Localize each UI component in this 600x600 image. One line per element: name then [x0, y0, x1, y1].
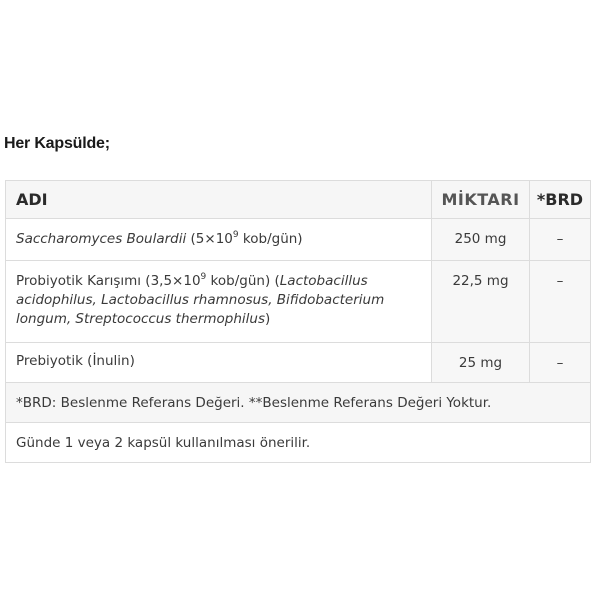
ingredient-name-text: kob/gün): [238, 231, 303, 247]
ingredient-brd: –: [530, 261, 591, 343]
ingredient-name: [6, 261, 432, 343]
ingredient-name: Prebiyotik (İnulin): [6, 343, 432, 383]
section-heading: Her Kapsülde;: [4, 135, 110, 152]
table-header-row: [6, 181, 591, 219]
ingredient-amount: 25 mg: [432, 343, 530, 383]
table-row: [6, 343, 591, 383]
column-header-name: ADI: [6, 181, 432, 219]
ingredient-amount: 250 mg: [432, 219, 530, 261]
ingredient-name-text: Probiyotik Karışımı (3,5×10: [16, 273, 201, 289]
ingredient-name-text: kob/gün) (: [206, 273, 280, 289]
ingredient-name-text: ): [265, 311, 271, 327]
ingredient-name: [6, 219, 432, 261]
column-header-brd: *BRD: [530, 181, 591, 219]
ingredient-exponent: 9: [232, 229, 239, 240]
column-header-amount: MİKTARI: [432, 181, 530, 219]
ingredients-table: [5, 180, 591, 463]
ingredient-name-text: (5×10: [186, 231, 233, 247]
ingredient-brd: –: [530, 343, 591, 383]
footnote-text: *BRD: Beslenme Referans Değeri. **Beslenme Referans Değeri Yoktur.: [6, 383, 591, 423]
ingredient-exponent: 9: [200, 271, 207, 282]
ingredient-brd: –: [530, 219, 591, 261]
footnote-row: [6, 383, 591, 423]
usage-row: [6, 423, 591, 463]
ingredient-name-italic: Lactobacillus acidophilus, Lactobacillus rhamnosus, Bifidobacterium longum, Streptococcus thermophilus: [16, 273, 385, 327]
table-row: [6, 261, 591, 343]
ingredient-name-italic: Saccharomyces Boulardii: [16, 231, 187, 247]
usage-text: Günde 1 veya 2 kapsül kullanılması önerilir.: [6, 423, 591, 463]
ingredient-amount: 22,5 mg: [432, 261, 530, 343]
table-row: [6, 219, 591, 261]
